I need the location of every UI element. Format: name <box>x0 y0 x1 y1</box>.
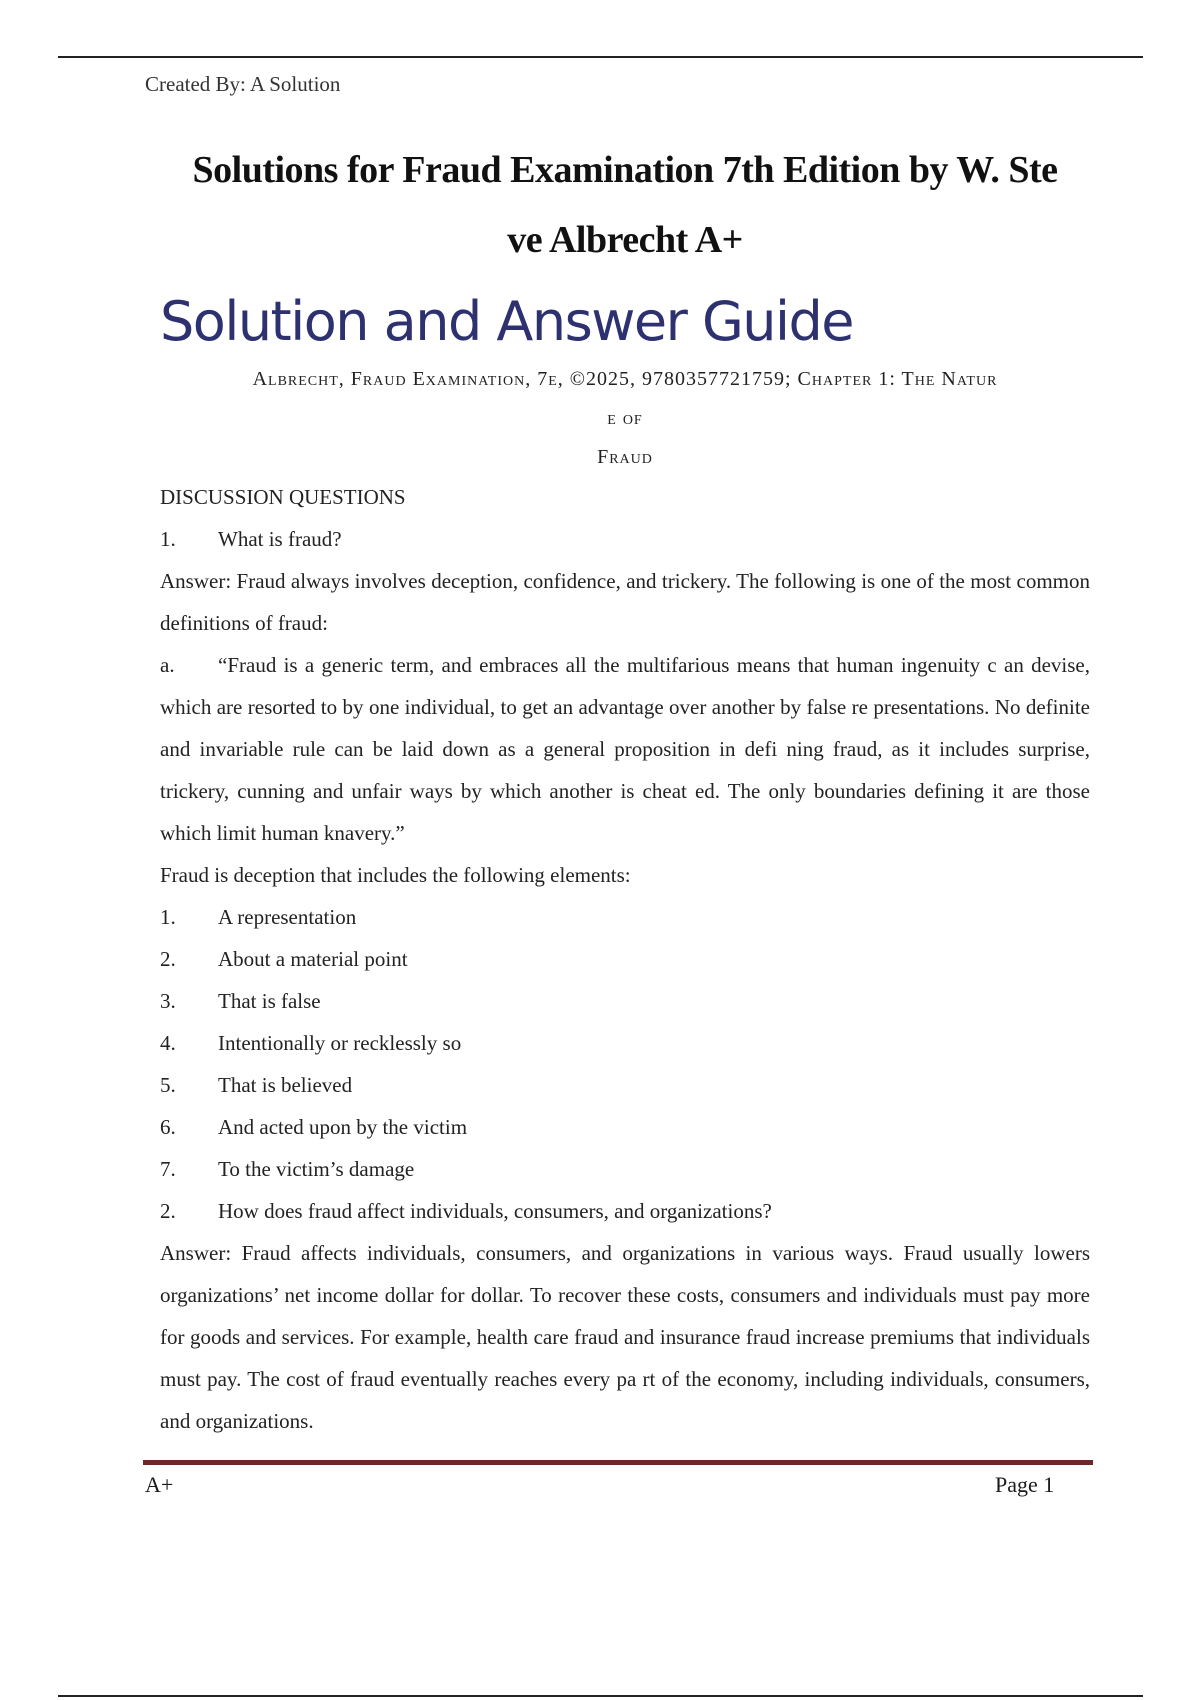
question-number: 1. <box>160 527 176 551</box>
list-item <box>160 1064 1090 1106</box>
document-title <box>150 135 1100 275</box>
chapter-line-2: e of <box>607 407 643 429</box>
definition-quote <box>160 644 1090 854</box>
bottom-rule <box>58 1695 1143 1697</box>
chapter-citation <box>170 360 1080 477</box>
solution-guide-banner: Solution and Answer Guide <box>160 290 854 353</box>
list-number: 2. <box>160 947 176 971</box>
list-item <box>160 1148 1090 1190</box>
question-text: How does fraud affect individuals, consumers, and organizations? <box>218 1199 772 1223</box>
list-text: That is false <box>218 989 321 1013</box>
list-number: 4. <box>160 1031 176 1055</box>
top-rule <box>58 56 1143 58</box>
list-text: Intentionally or recklessly so <box>218 1031 462 1055</box>
list-item <box>160 1106 1090 1148</box>
chapter-line-1: Albrecht, Fraud Examination, 7e, ©2025, 9780357721759; Chapter 1: The Natur <box>252 368 998 390</box>
footer-rule <box>143 1460 1093 1465</box>
chapter-line-3: Fraud <box>597 446 653 468</box>
list-item <box>160 1022 1090 1064</box>
list-text: And acted upon by the victim <box>218 1115 468 1139</box>
list-number: 6. <box>160 1115 176 1139</box>
list-item <box>160 938 1090 980</box>
elements-list <box>160 896 1090 1190</box>
list-number: 1. <box>160 905 176 929</box>
answer-1-intro: Answer: Fraud always involves deception, confidence, and trickery. The following is one of the most common definitions of fraud: <box>160 569 1090 635</box>
list-number: 7. <box>160 1157 176 1181</box>
question-2 <box>160 1190 1090 1232</box>
list-item <box>160 896 1090 938</box>
document-body <box>160 476 1090 1442</box>
list-text: To the victim’s damage <box>218 1157 415 1181</box>
list-text: About a material point <box>218 947 408 971</box>
page-number: Page 1 <box>995 1472 1055 1497</box>
question-number: 2. <box>160 1199 176 1223</box>
title-line-2: ve Albrecht A+ <box>507 219 743 261</box>
quote-text: “Fraud is a generic term, and embraces all the multifarious means that human ingenuity c an devise, which are resorted to by one individual, to get an advantage over another by false re presentations. No definite and invariable rule can be laid down as a general proposition in defi ning fraud, as it includes surprise, trickery, cunning and unfair ways by which another is cheat ed. The only boundaries defining it are those which limit human knavery.” <box>160 653 1090 845</box>
list-text: That is believed <box>218 1073 353 1097</box>
list-number: 3. <box>160 989 176 1013</box>
question-text: What is fraud? <box>218 527 342 551</box>
list-number: 5. <box>160 1073 176 1097</box>
list-text: A representation <box>218 905 357 929</box>
question-1 <box>160 518 1090 560</box>
title-line-1: Solutions for Fraud Examination 7th Edition by W. Ste <box>192 149 1058 191</box>
section-heading: DISCUSSION QUESTIONS <box>160 485 406 509</box>
footer-grade: A+ <box>145 1472 174 1497</box>
answer-2: Answer: Fraud affects individuals, consumers, and organizations in various ways. Fraud usually lowers organizations’ net income dollar for dollar. To recover these costs, consumers and individuals must pay more for goods and services. For example, health care fraud and insurance fraud increase premiums that individuals must pay. The cost of fraud eventually reaches every pa rt of the economy, including individuals, consumers, and organizations. <box>160 1241 1090 1433</box>
elements-intro: Fraud is deception that includes the following elements: <box>160 863 631 887</box>
list-item <box>160 980 1090 1022</box>
created-by-header: Created By: A Solution <box>145 72 341 96</box>
quote-label: a. <box>160 653 175 677</box>
